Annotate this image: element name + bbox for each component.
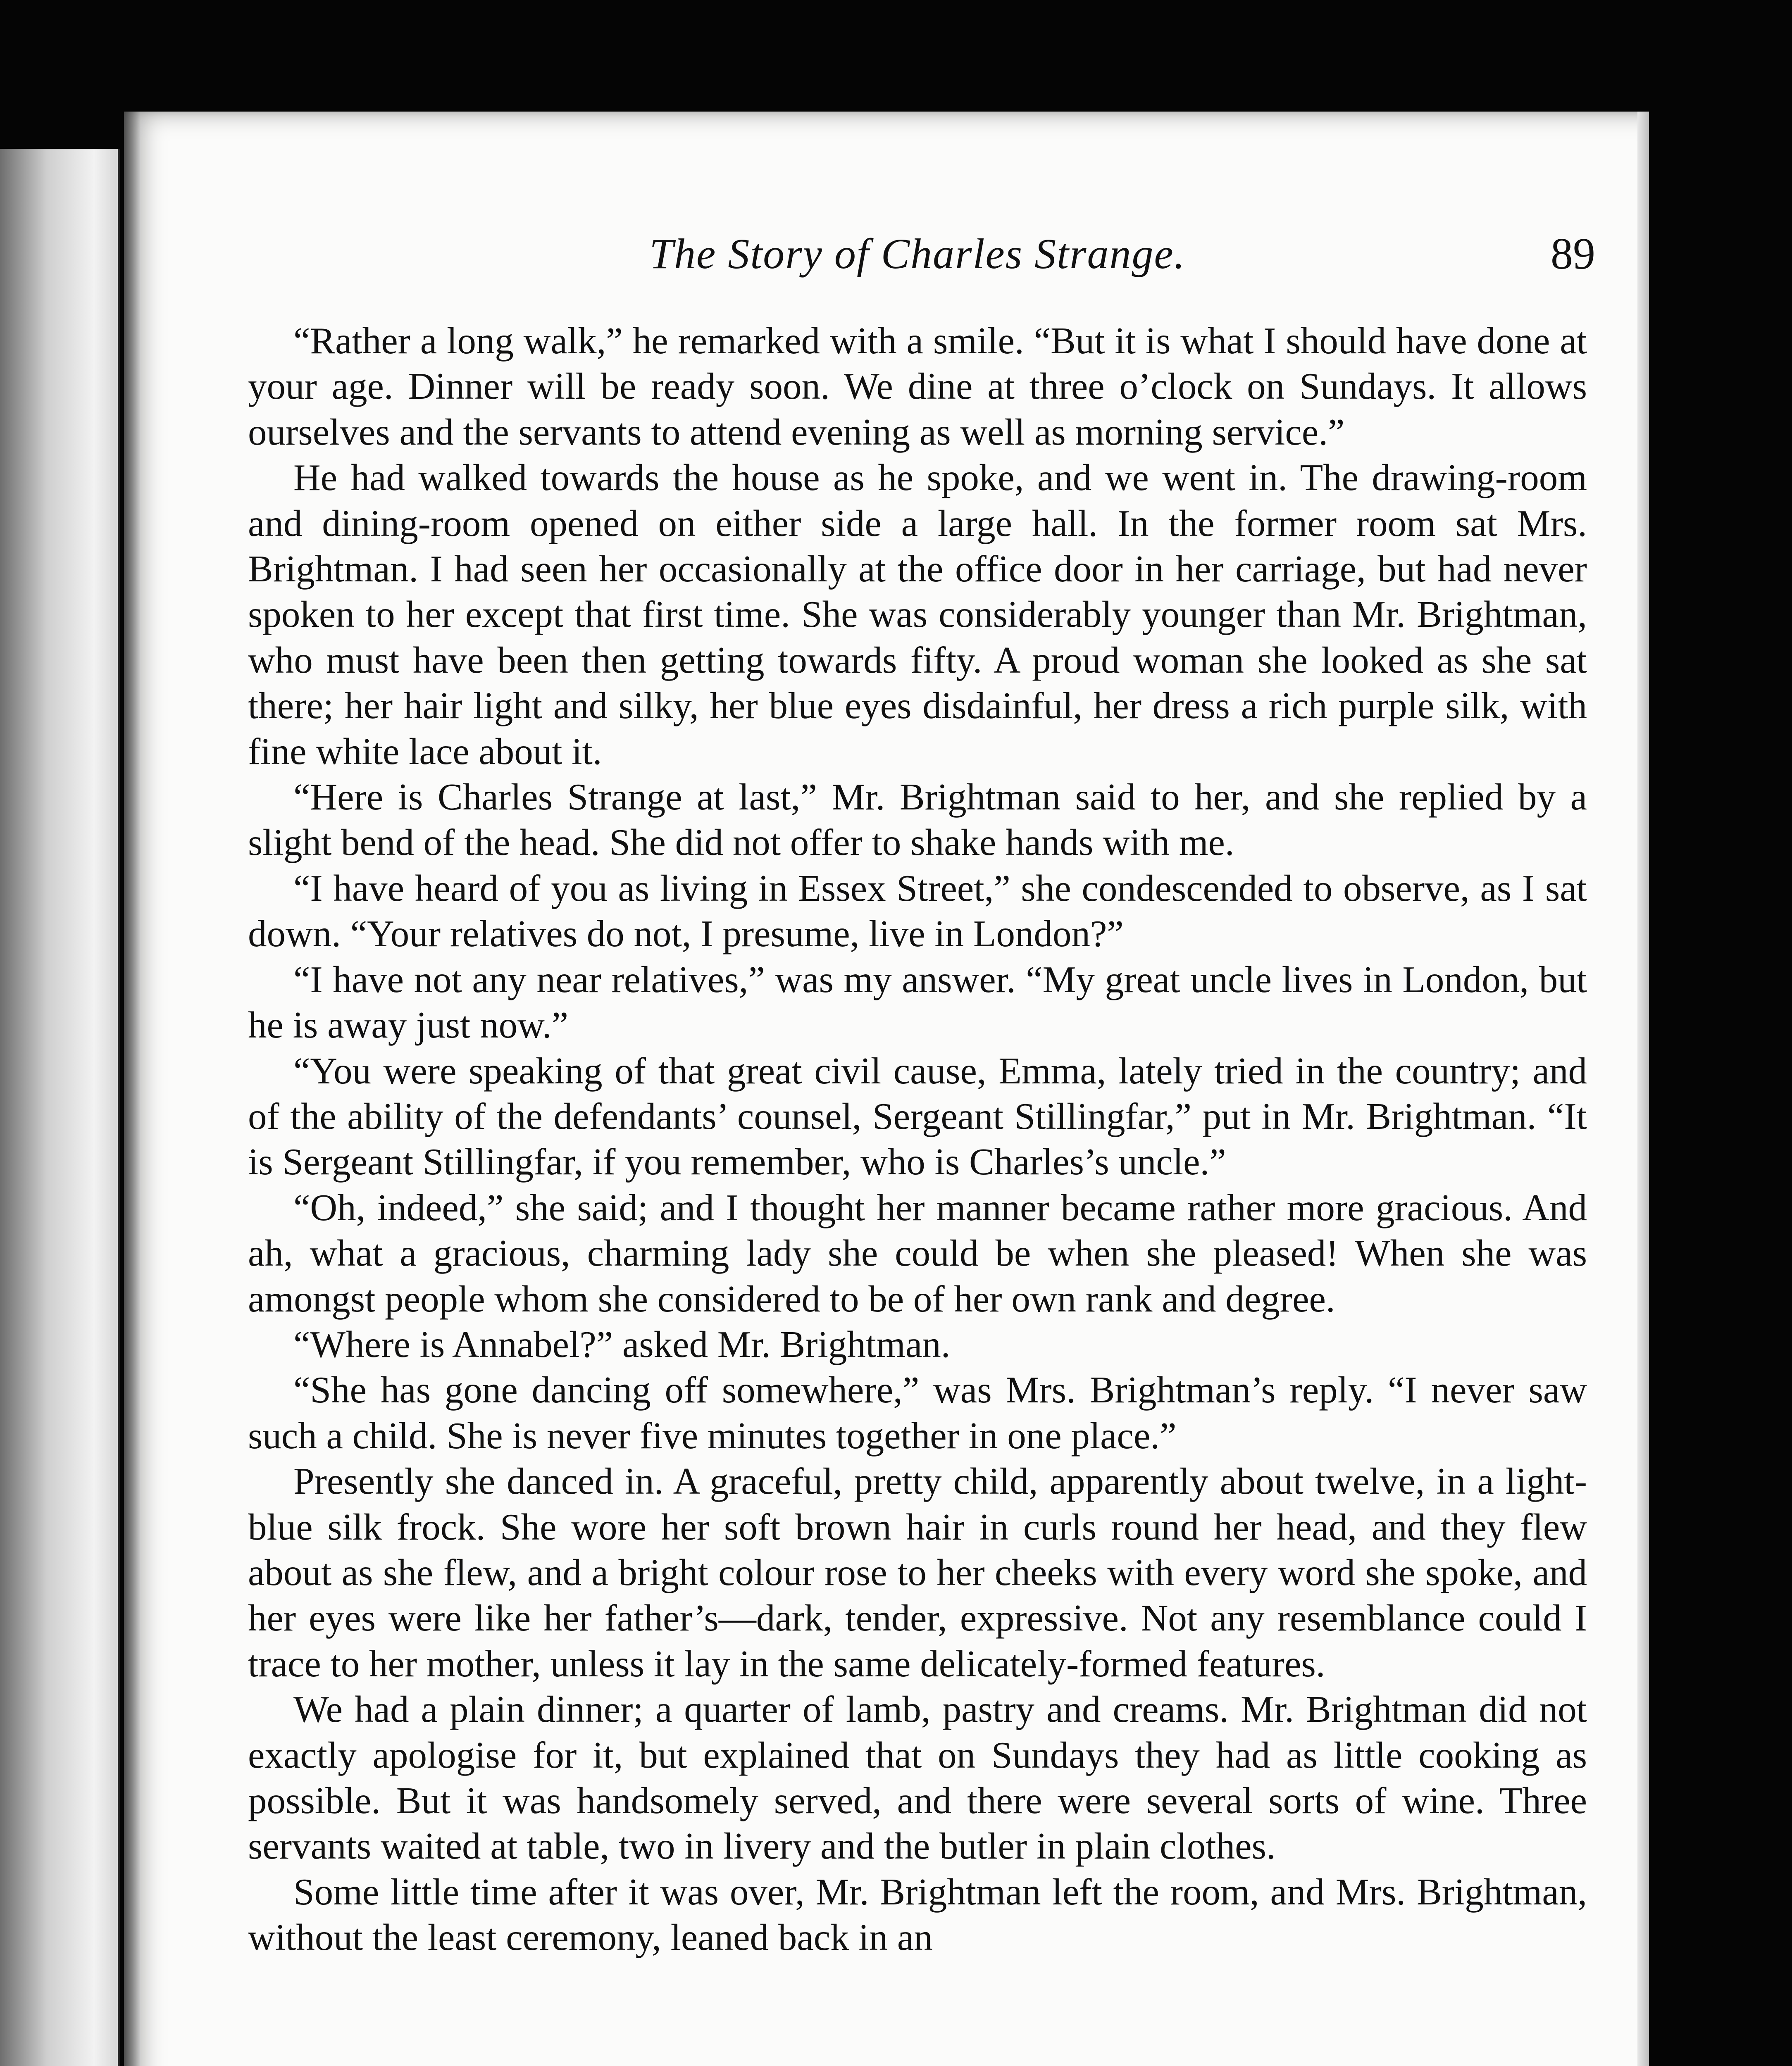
page-body (248, 318, 1587, 1961)
paragraph: “Here is Charles Strange at last,” Mr. Brightman said to her, and she replied by a slight bend of the head. She did not offer to shake hands with me. (248, 776, 1587, 864)
running-title: The Story of Charles Strange. (649, 230, 1186, 278)
paragraph: “You were speaking of that great civil cause, Emma, lately tried in the country; and of the ability of the defendants’ counsel, Sergeant Stillingfar,” put in Mr. Brightman. “It is Sergeant Stillingfar, if you remember, who is Charles’s uncle.” (248, 1050, 1587, 1183)
page-header (240, 223, 1595, 285)
paragraph: “I have not any near relatives,” was my answer. “My great uncle lives in London, but he is away just now.” (248, 958, 1587, 1046)
paragraph: “I have heard of you as living in Essex Street,” she condescended to observe, as I sat down. “Your relatives do not, I presume, live in London?” (248, 867, 1587, 955)
book-page (124, 112, 1649, 2066)
spine-shadow (124, 112, 141, 2066)
page-number: 89 (1551, 229, 1595, 278)
paragraph: “Rather a long walk,” he remarked with a smile. “But it is what I should have done at your age. Dinner will be ready soon. We dine at three o’clock on Sundays. It allows ourselves and the servants to attend evening as well as morning service.” (248, 320, 1587, 453)
paragraph: “Oh, indeed,” she said; and I thought her manner became rather more gracious. And ah, what a gracious, charming lady she could be when she pleased! When she was amongst people whom she considered to be of her own rank and degree. (248, 1186, 1587, 1320)
paragraph: “Where is Annabel?” asked Mr. Brightman. (293, 1323, 951, 1365)
paragraph: Presently she danced in. A graceful, pretty child, apparently about twelve, in a light-blue silk frock. She wore her soft brown hair in curls round her head, and they flew about as she flew, and a bright colour rose to her cheeks with every word she spoke, and her eyes were like her father’s—dark, tender, expressive. Not any resemblance could I trace to her mother, unless it lay in the same delicately-formed features. (248, 1460, 1587, 1685)
page-right-edge (1637, 112, 1649, 2066)
left-page-edge (0, 149, 120, 2066)
paragraph: We had a plain dinner; a quarter of lamb, pastry and creams. Mr. Brightman did not exactly apologise for it, but explained that on Sundays they had as little cooking as possible. But it was handsomely served, and there were several sorts of wine. Three servants waited at table, two in livery and the butler in plain clothes. (248, 1688, 1587, 1867)
paragraph: Some little time after it was over, Mr. Brightman left the room, and Mrs. Brightman, without the least ceremony, leaned back in an (248, 1871, 1587, 1959)
paragraph: He had walked towards the house as he spoke, and we went in. The drawing-room and dining-room opened on either side a large hall. In the former room sat Mrs. Brightman. I had seen her occasionally at the office door in her carriage, but had never spoken to her except that first time. She was considerably younger than Mr. Brightman, who must have been then getting towards fifty. A proud woman she looked as she sat there; her hair light and silky, her blue eyes disdainful, her dress a rich purple silk, with fine white lace about it. (248, 457, 1587, 772)
paragraph: “She has gone dancing off somewhere,” was Mrs. Brightman’s reply. “I never saw such a child. She is never five minutes together in one place.” (248, 1369, 1587, 1457)
